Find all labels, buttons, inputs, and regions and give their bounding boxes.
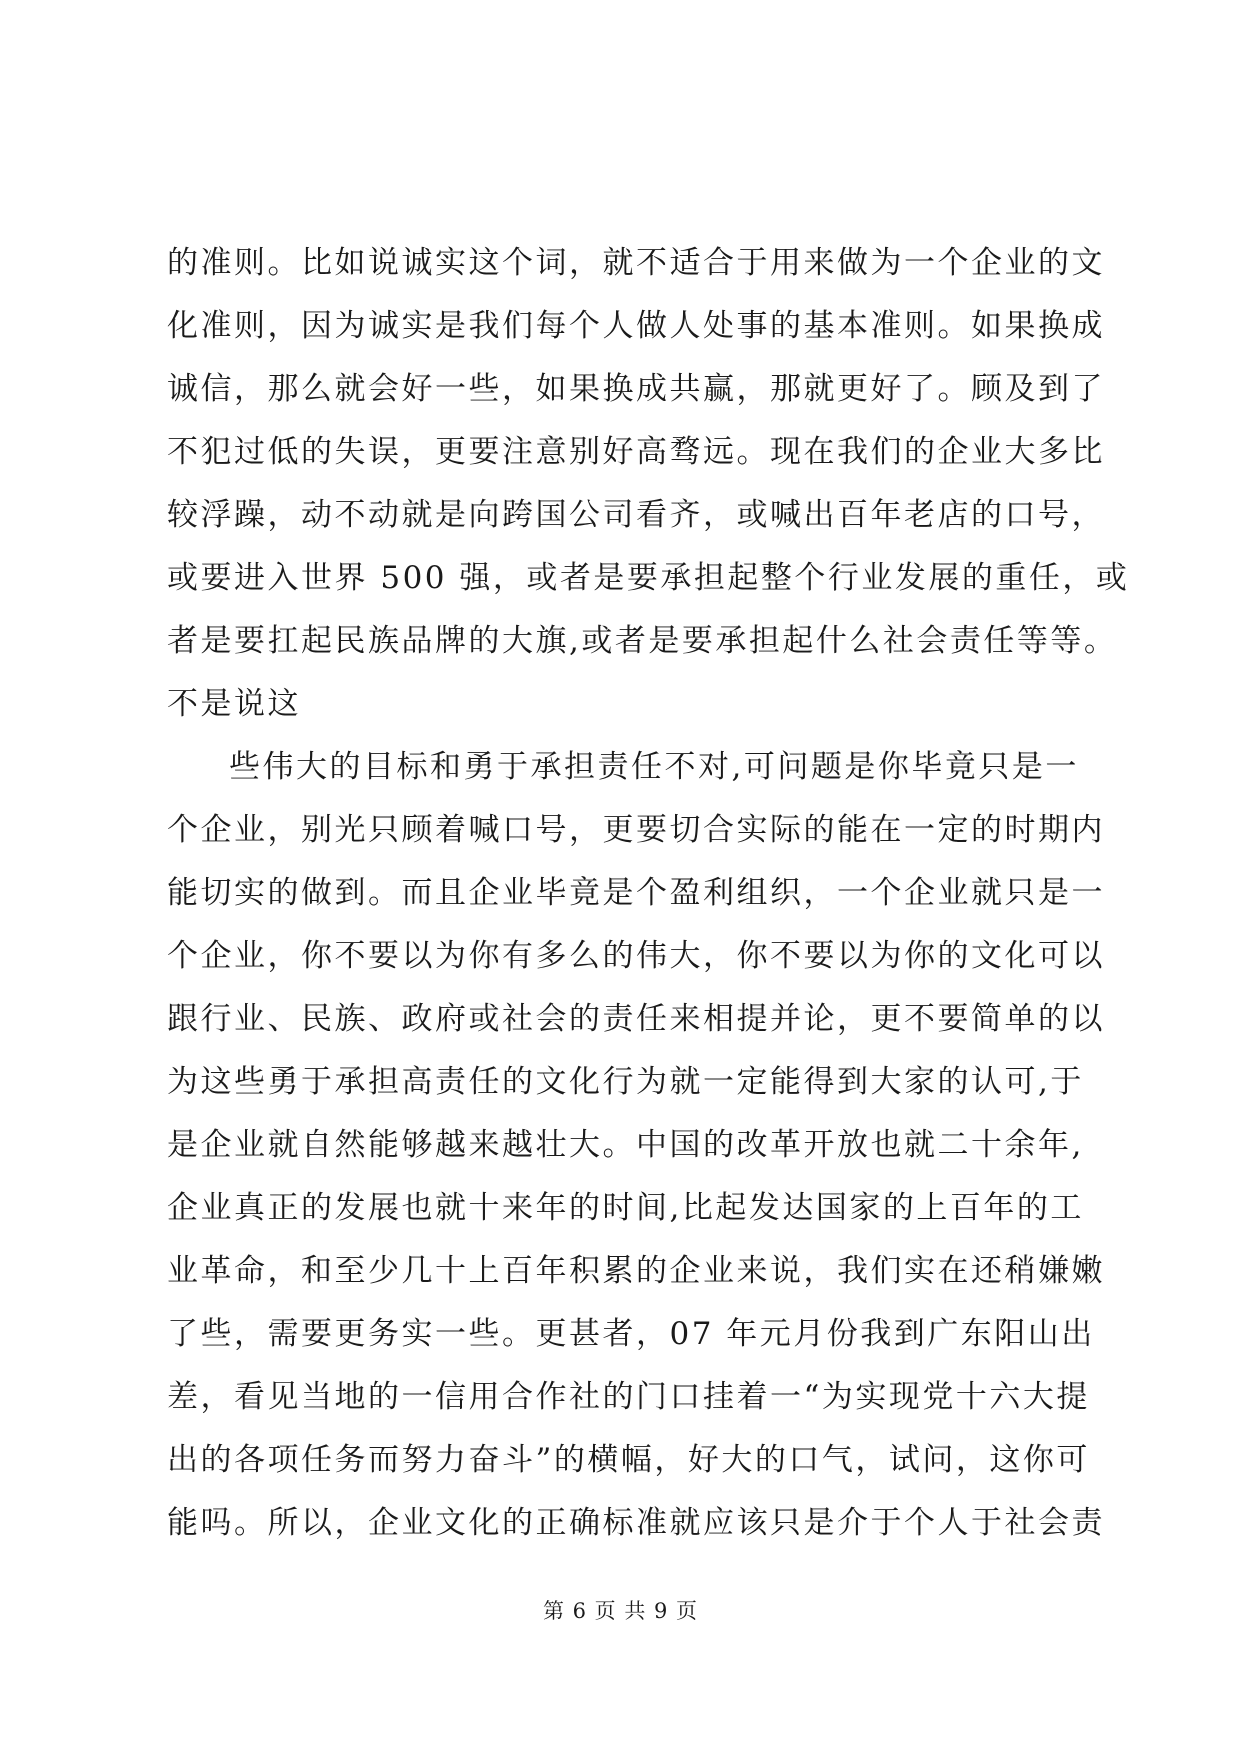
text-line: 差，看见当地的一信用合作社的门口挂着一“为实现党十六大提 [167, 1379, 1090, 1415]
text-line: 跟行业、民族、政府或社会的责任来相提并论，更不要简单的以 [167, 1001, 1105, 1037]
text-line: 不是说这 [167, 686, 301, 722]
document-body [167, 232, 1130, 1555]
text-line: 个企业，别光只顾着喊口号，更要切合实际的能在一定的时期内 [167, 812, 1105, 848]
paragraph-1 [167, 232, 1130, 736]
text-line: 能切实的做到。而且企业毕竟是个盈利组织，一个企业就只是一 [167, 875, 1105, 911]
text-line: 诚信，那么就会好一些，如果换成共赢，那就更好了。顾及到了 [167, 371, 1105, 407]
text-line: 的准则。比如说诚实这个词，就不适合于用来做为一个企业的文 [167, 245, 1105, 281]
text-line: 或要进入世界 500 强，或者是要承担起整个行业发展的重任，或 [167, 560, 1130, 596]
text-line: 了些，需要更务实一些。更甚者，07 年元月份我到广东阳山出 [167, 1316, 1095, 1352]
text-line: 企业真正的发展也就十来年的时间,比起发达国家的上百年的工 [167, 1190, 1084, 1226]
text-line: 化准则，因为诚实是我们每个人做人处事的基本准则。如果换成 [167, 308, 1105, 344]
text-line: 个企业，你不要以为你有多么的伟大，你不要以为你的文化可以 [167, 938, 1105, 974]
paragraph-2 [167, 736, 1105, 1555]
text-line: 不犯过低的失误，更要注意别好高骛远。现在我们的企业大多比 [167, 434, 1105, 470]
text-line: 较浮躁，动不动就是向跨国公司看齐，或喊出百年老店的口号， [167, 497, 1105, 533]
text-line: 些伟大的目标和勇于承担责任不对,可问题是你毕竟只是一 [229, 749, 1079, 785]
page-number: 第 6 页 共 9 页 [542, 1599, 699, 1623]
page-footer [0, 1596, 1241, 1626]
text-line: 能吗。所以，企业文化的正确标准就应该只是介于个人于社会责 [167, 1505, 1105, 1541]
text-line: 是企业就自然能够越来越壮大。中国的改革开放也就二十余年, [167, 1127, 1084, 1163]
text-line: 出的各项任务而努力奋斗”的横幅，好大的口气，试问，这你可 [167, 1442, 1090, 1478]
text-line: 者是要扛起民族品牌的大旗,或者是要承担起什么社会责任等等。 [167, 623, 1118, 659]
text-line: 业革命，和至少几十上百年积累的企业来说，我们实在还稍嫌嫩 [167, 1253, 1105, 1289]
text-line: 为这些勇于承担高责任的文化行为就一定能得到大家的认可,于 [167, 1064, 1084, 1100]
